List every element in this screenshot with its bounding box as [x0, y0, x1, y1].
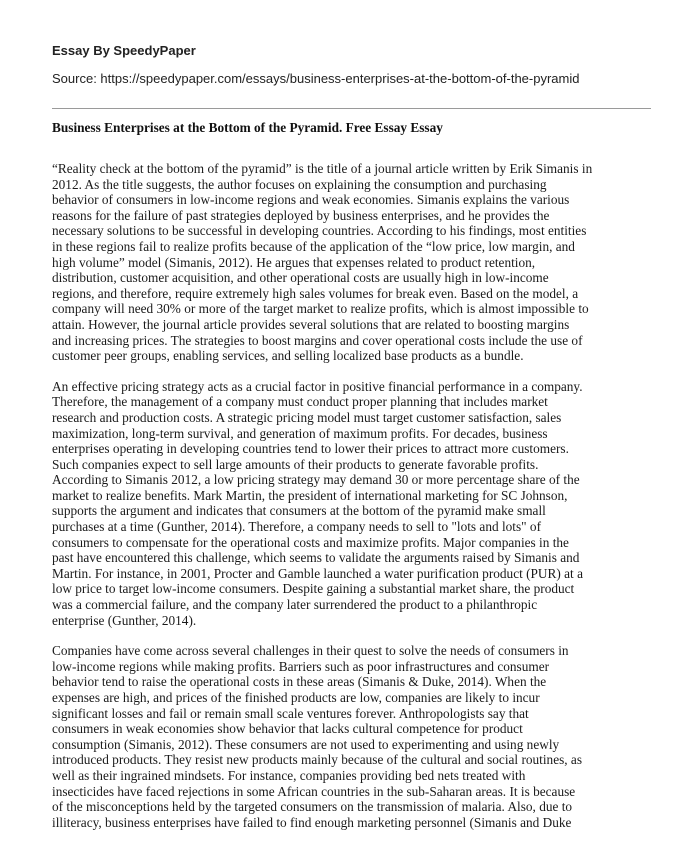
- paragraph-line: high volume” model (Simanis, 2012). He argues that expenses related to product retention,: [52, 254, 536, 270]
- paragraph-line: attain. However, the journal article provides several solutions that are related to boosting margins: [52, 316, 570, 332]
- paragraph-line: company will need 30% or more of the target market to realize profits, which is almost impossible to: [52, 301, 589, 317]
- essay-body: [52, 161, 654, 845]
- paragraph-line: According to Simanis 2012, a low pricing strategy may demand 30 or more percentage share of the: [52, 472, 580, 488]
- paragraph-line: behavior tend to raise the operational costs in these areas (Simanis & Duke, 2014). When the: [52, 674, 547, 690]
- paragraph-line: in these regions fail to realize profits because of the application of the “low price, low margin, and: [52, 238, 575, 254]
- paragraph-line: customer peer groups, enabling services, and selling localized base products as a bundle.: [52, 348, 524, 364]
- paragraph-line: consumers in weak economies show behavior that lacks cultural competence for product: [52, 721, 523, 737]
- paragraph-line: was a commercial failure, and the company later surrendered the product to a philanthropic: [52, 597, 538, 613]
- paragraph-line: consumption (Simanis, 2012). These consumers are not used to experimenting and using newly: [52, 736, 560, 752]
- body-paragraph: [52, 161, 654, 364]
- paragraph-line: reasons for the failure of past strategies deployed by business enterprises, and he provides the: [52, 207, 550, 223]
- paragraph-line: low-income regions while making profits. Barriers such as poor infrastructures and consumer: [52, 658, 550, 674]
- paragraph-line: significant losses and fail or remain small scale ventures forever. Anthropologists say that: [52, 705, 529, 721]
- paragraph-line: well as their ingrained mindsets. For instance, companies providing bed nets treated with: [52, 767, 526, 783]
- paragraph-line: Companies have come across several challenges in their quest to solve the needs of consumers in: [52, 643, 569, 659]
- paragraph-line: “Reality check at the bottom of the pyramid” is the title of a journal article written by Erik Simanis in: [52, 161, 593, 176]
- paragraph-line: and increasing prices. The strategies to boost margins and cover operational costs include the use of: [52, 332, 583, 348]
- essay-title: Business Enterprises at the Bottom of the Pyramid. Free Essay Essay: [52, 120, 443, 135]
- paragraph-line: market to realize benefits. Mark Martin, the president of international marketing for SC Johnson,: [52, 487, 568, 503]
- paragraph-line: purchases at a time (Gunther, 2014). Therefore, a company needs to sell to "lots and lots" of: [52, 519, 541, 535]
- paragraph-line: supports the argument and indicates that consumers at the bottom of the pyramid make small: [52, 503, 546, 519]
- brand-heading: Essay By SpeedyPaper: [52, 43, 196, 58]
- paragraph-line: distribution, customer acquisition, and other operational costs are usually high in low-income: [52, 270, 549, 286]
- source-line: Source: https://speedypaper.com/essays/business-enterprises-at-the-bottom-of-the-pyramid: [52, 71, 580, 86]
- paragraph-line: enterprises operating in developing countries tend to lower their prices to attract more customers.: [52, 441, 569, 457]
- paragraph-line: low price to target low-income consumers. Despite gaining a substantial market share, the product: [52, 581, 575, 597]
- paragraph-line: introduced products. They resist new products mainly because of the cultural and social routines, as: [52, 752, 583, 768]
- header-divider: [52, 108, 651, 109]
- paragraph-line: regions, and therefore, require extremely high sales volumes for break even. Based on the model, a: [52, 285, 579, 301]
- paragraph-line: necessary solutions to be successful in developing countries. According to his findings, most entities: [52, 223, 587, 239]
- paragraph-line: insecticides have faced rejections in some African countries in the sub-Saharan areas. It is because: [52, 783, 576, 799]
- body-paragraph: [52, 379, 654, 629]
- paragraph-line: research and production costs. A strategic pricing model must target customer satisfaction, sales: [52, 409, 562, 425]
- paragraph-line: An effective pricing strategy acts as a crucial factor in positive financial performance in a company.: [52, 378, 583, 394]
- paragraph-line: expenses are high, and prices of the finished products are low, companies are likely to incur: [52, 690, 540, 705]
- paragraph-line: enterprise (Gunther, 2014).: [52, 612, 197, 628]
- paragraph-line: past have encountered this challenge, which seems to validate the arguments raised by Simanis and: [52, 550, 580, 566]
- paragraph-line: maximization, long-term survival, and generation of maximum profits. For decades, business: [52, 425, 548, 441]
- paragraph-line: consumers to compensate for the operational costs and maximize profits. Major companies in the: [52, 534, 569, 550]
- paragraph-line: Therefore, the management of a company must conduct proper planning that includes market: [52, 394, 548, 410]
- paragraph-line: Such companies expect to sell large amounts of their products to generate favorable profits.: [52, 456, 539, 472]
- paragraph-line: 2012. As the title suggests, the author focuses on explaining the consumption and purchasing: [52, 176, 547, 192]
- body-paragraph: [52, 643, 654, 830]
- paragraph-line: of the misconceptions held by the targeted consumers on the transmission of malaria. Also, due to: [52, 799, 573, 815]
- paragraph-line: Martin. For instance, in 2001, Procter and Gamble launched a water purification product (PUR) at a: [52, 565, 583, 581]
- paragraph-line: behavior of consumers in low-income regions and weak economies. Simanis explains the various: [52, 192, 570, 208]
- paragraph-line: illiteracy, business enterprises have failed to find enough marketing personnel (Simanis and Duke: [52, 814, 572, 830]
